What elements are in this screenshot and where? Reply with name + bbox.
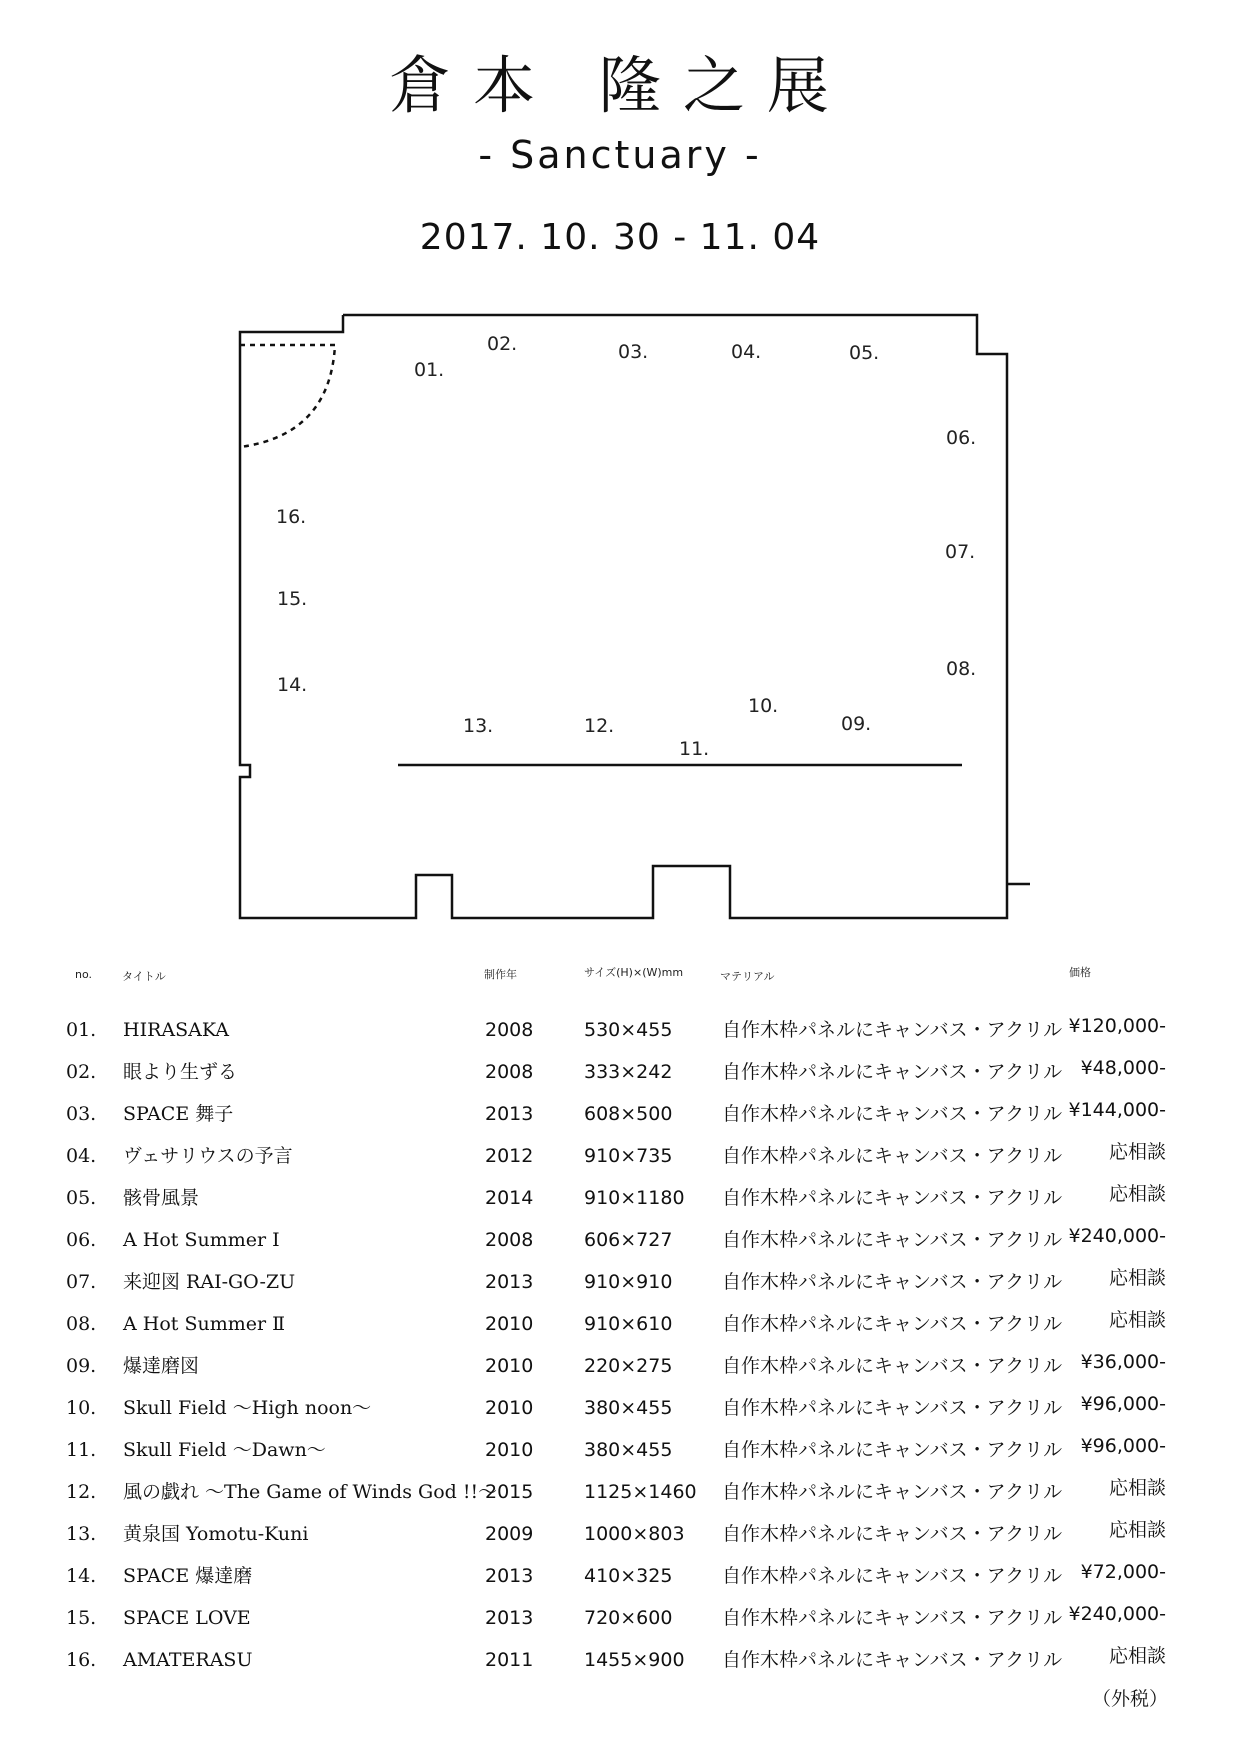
row-material: 自作木枠パネルにキャンバス・アクリル: [722, 1103, 1063, 1125]
row-year: 2010: [485, 1355, 534, 1377]
row-title: ヴェサリウスの予言: [123, 1145, 293, 1167]
table-row: [0, 1393, 1240, 1423]
row-material: 自作木枠パネルにキャンバス・アクリル: [722, 1355, 1063, 1377]
row-material: 自作木枠パネルにキャンバス・アクリル: [722, 1229, 1063, 1251]
row-no: 03.: [66, 1103, 97, 1125]
header-year: 制作年: [484, 968, 517, 981]
row-title: A Hot Summer Ⅱ: [123, 1313, 286, 1335]
row-material: 自作木枠パネルにキャンバス・アクリル: [722, 1565, 1063, 1587]
row-year: 2010: [485, 1439, 534, 1461]
row-year: 2012: [485, 1145, 534, 1167]
exhibition-dates: 2017. 10. 30 - 11. 04: [419, 217, 821, 258]
row-year: 2009: [485, 1523, 534, 1545]
row-price: 応相談: [1108, 1519, 1166, 1541]
plan-label: 14.: [277, 674, 308, 696]
row-material: 自作木枠パネルにキャンバス・アクリル: [722, 1481, 1063, 1503]
row-year: 2013: [485, 1103, 534, 1125]
plan-label: 12.: [584, 715, 615, 737]
plan-label: 02.: [487, 333, 518, 355]
row-price: ¥96,000-: [1080, 1393, 1166, 1415]
door-swing-arc: [240, 345, 335, 447]
row-material: 自作木枠パネルにキャンバス・アクリル: [722, 1019, 1063, 1041]
header-no: no.: [75, 968, 93, 981]
row-price: 応相談: [1108, 1183, 1166, 1205]
row-year: 2015: [485, 1481, 534, 1503]
row-year: 2008: [485, 1019, 534, 1041]
plan-label: 05.: [849, 342, 880, 364]
row-no: 15.: [66, 1607, 97, 1629]
floor-plan-labels: [276, 333, 976, 760]
table-row: [0, 1561, 1240, 1591]
table-row: [0, 1183, 1240, 1213]
row-title: SPACE 舞子: [123, 1103, 234, 1125]
row-size: 1000×803: [584, 1523, 685, 1545]
plan-label: 15.: [277, 588, 308, 610]
row-size: 410×325: [584, 1565, 673, 1587]
table-row: [0, 1225, 1240, 1255]
row-title: Skull Field 〜Dawn〜: [123, 1439, 326, 1461]
plan-label: 09.: [841, 713, 872, 735]
plan-label: 11.: [679, 738, 710, 760]
row-price: ¥72,000-: [1080, 1561, 1166, 1583]
row-year: 2011: [485, 1649, 534, 1671]
row-price: ¥240,000-: [1068, 1603, 1166, 1625]
row-size: 220×275: [584, 1355, 673, 1377]
row-price: ¥48,000-: [1080, 1057, 1166, 1079]
row-material: 自作木枠パネルにキャンバス・アクリル: [722, 1523, 1063, 1545]
header-price: 価格: [1069, 966, 1091, 979]
row-price: ¥144,000-: [1068, 1099, 1166, 1121]
row-size: 720×600: [584, 1607, 673, 1629]
row-material: 自作木枠パネルにキャンバス・アクリル: [722, 1187, 1063, 1209]
row-material: 自作木枠パネルにキャンバス・アクリル: [722, 1607, 1063, 1629]
row-title: AMATERASU: [123, 1649, 253, 1671]
row-price: ¥120,000-: [1068, 1015, 1166, 1037]
row-year: 2013: [485, 1271, 534, 1293]
row-price: ¥36,000-: [1080, 1351, 1166, 1373]
table-row: [0, 1099, 1240, 1129]
row-year: 2010: [485, 1313, 534, 1335]
row-size: 910×910: [584, 1271, 673, 1293]
row-no: 01.: [66, 1019, 97, 1041]
row-material: 自作木枠パネルにキャンバス・アクリル: [722, 1397, 1063, 1419]
row-price: 応相談: [1108, 1309, 1166, 1331]
row-no: 08.: [66, 1313, 97, 1335]
row-size: 333×242: [584, 1061, 673, 1083]
table-row: [0, 1309, 1240, 1339]
row-price: 応相談: [1108, 1645, 1166, 1667]
row-size: 1455×900: [584, 1649, 685, 1671]
row-size: 1125×1460: [584, 1481, 697, 1503]
tax-note: （外税）: [1091, 1688, 1168, 1710]
row-title: 眼より生ずる: [123, 1061, 238, 1083]
row-title: SPACE LOVE: [123, 1607, 251, 1629]
row-size: 606×727: [584, 1229, 673, 1251]
row-size: 910×610: [584, 1313, 673, 1335]
row-no: 12.: [66, 1481, 97, 1503]
row-title: 爆達磨図: [123, 1355, 200, 1377]
table-row: [0, 1057, 1240, 1087]
row-no: 11.: [66, 1439, 97, 1461]
row-material: 自作木枠パネルにキャンバス・アクリル: [722, 1649, 1063, 1671]
header-material: マテリアル: [720, 970, 775, 983]
row-material: 自作木枠パネルにキャンバス・アクリル: [722, 1313, 1063, 1335]
table-row: [0, 1435, 1240, 1465]
row-no: 10.: [66, 1397, 97, 1419]
row-title: Skull Field 〜High noon〜: [123, 1397, 372, 1419]
plan-label: 07.: [945, 541, 976, 563]
row-year: 2014: [485, 1187, 534, 1209]
row-year: 2013: [485, 1565, 534, 1587]
plan-label: 01.: [414, 359, 445, 381]
row-size: 530×455: [584, 1019, 673, 1041]
table-row: [0, 1645, 1240, 1675]
row-year: 2013: [485, 1607, 534, 1629]
table-row: [0, 1351, 1240, 1381]
row-material: 自作木枠パネルにキャンバス・アクリル: [722, 1439, 1063, 1461]
table-row: [0, 1519, 1240, 1549]
row-no: 05.: [66, 1187, 97, 1209]
row-size: 380×455: [584, 1397, 673, 1419]
table-row: [0, 1267, 1240, 1297]
row-title: 骸骨風景: [123, 1187, 200, 1209]
floor-plan-walls: [240, 315, 1030, 918]
row-title: 風の戯れ 〜The Game of Winds God !!〜: [123, 1481, 498, 1503]
plan-label: 04.: [731, 341, 762, 363]
plan-label: 06.: [946, 427, 977, 449]
table-row: [0, 1603, 1240, 1633]
plan-label: 16.: [276, 506, 307, 528]
row-title: HIRASAKA: [123, 1019, 229, 1041]
row-size: 910×1180: [584, 1187, 685, 1209]
exhibition-title: 倉本 隆之展: [389, 49, 851, 122]
row-price: 応相談: [1108, 1267, 1166, 1289]
plan-label: 13.: [463, 715, 494, 737]
row-price: 応相談: [1108, 1141, 1166, 1163]
row-title: SPACE 爆達磨: [123, 1565, 253, 1587]
row-no: 07.: [66, 1271, 97, 1293]
row-no: 14.: [66, 1565, 97, 1587]
row-no: 16.: [66, 1649, 97, 1671]
table-row: [0, 1015, 1240, 1045]
row-year: 2010: [485, 1397, 534, 1419]
plan-label: 10.: [748, 695, 779, 717]
row-no: 06.: [66, 1229, 97, 1251]
table-row: [0, 1477, 1240, 1507]
row-material: 自作木枠パネルにキャンバス・アクリル: [722, 1061, 1063, 1083]
header-title: タイトル: [122, 970, 166, 983]
plan-label: 03.: [618, 341, 649, 363]
row-title: 来迎図 RAI-GO-ZU: [123, 1271, 296, 1293]
row-size: 608×500: [584, 1103, 673, 1125]
row-price: 応相談: [1108, 1477, 1166, 1499]
row-year: 2008: [485, 1061, 534, 1083]
row-material: 自作木枠パネルにキャンバス・アクリル: [722, 1145, 1063, 1167]
row-no: 09.: [66, 1355, 97, 1377]
plan-label: 08.: [946, 658, 977, 680]
header-size: サイズ(H)×(W)mm: [584, 966, 684, 979]
row-year: 2008: [485, 1229, 534, 1251]
row-size: 910×735: [584, 1145, 673, 1167]
exhibition-subtitle: - Sanctuary -: [478, 133, 762, 177]
row-no: 13.: [66, 1523, 97, 1545]
row-size: 380×455: [584, 1439, 673, 1461]
row-title: A Hot Summer Ⅰ: [123, 1229, 280, 1251]
row-price: ¥96,000-: [1080, 1435, 1166, 1457]
row-no: 02.: [66, 1061, 97, 1083]
row-title: 黄泉国 Yomotu-Kuni: [123, 1523, 309, 1545]
row-no: 04.: [66, 1145, 97, 1167]
row-price: ¥240,000-: [1068, 1225, 1166, 1247]
table-row: [0, 1141, 1240, 1171]
row-material: 自作木枠パネルにキャンバス・アクリル: [722, 1271, 1063, 1293]
